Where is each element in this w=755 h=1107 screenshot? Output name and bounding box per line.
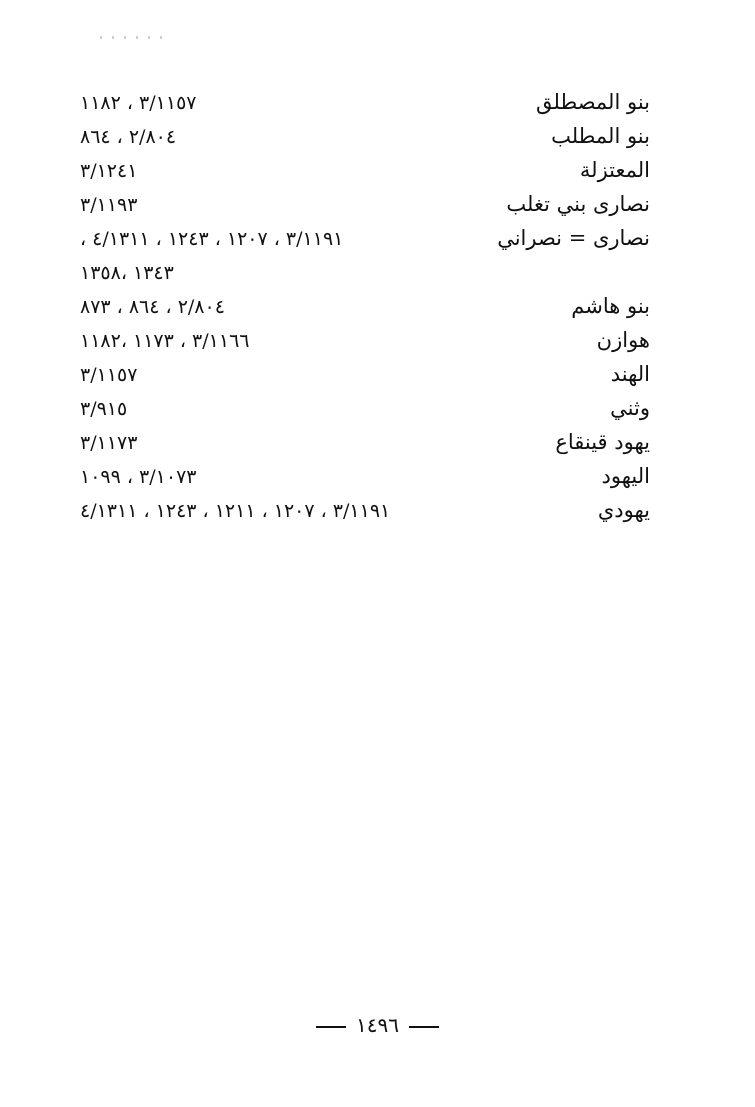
index-term: بنو هاشم: [571, 294, 650, 318]
index-refs: ٣/٩١٥: [80, 398, 128, 420]
index-entry: [70, 358, 650, 392]
index-refs: ١٣٤٣ ،١٣٥٨: [80, 262, 174, 284]
index-entry: [70, 120, 650, 154]
index-refs: ٣/١١٩٣: [80, 194, 138, 216]
index-refs: ٢/٨٠٤ ، ٨٦٤ ، ٨٧٣: [80, 296, 225, 318]
index-entry: [70, 392, 650, 426]
index-term: اليهود: [601, 464, 650, 488]
index-refs: ٣/١١٦٦ ، ١١٧٣ ،١١٨٢: [80, 330, 250, 352]
page-number-text: ١٤٩٦: [356, 1013, 399, 1037]
index-term: نصارى = نصراني: [497, 226, 650, 250]
index-entry: [70, 290, 650, 324]
index-entry: [70, 324, 650, 358]
index-refs: ٣/١٠٧٣ ، ١٠٩٩: [80, 466, 197, 488]
index-entry: [70, 86, 650, 120]
index-list: [70, 86, 650, 528]
index-term: نصارى بني تغلب: [506, 192, 650, 216]
index-refs: ٣/١١٩١ ، ١٢٠٧ ، ١٢٤٣ ، ٤/١٣١١ ،: [80, 228, 344, 250]
index-entry: [70, 222, 650, 256]
index-term: يهود قينقاع: [555, 430, 650, 454]
index-refs: ٢/٨٠٤ ، ٨٦٤: [80, 126, 177, 148]
index-term: بنو المصطلق: [536, 90, 650, 114]
index-entry: [70, 188, 650, 222]
index-entry-continuation: [70, 256, 650, 290]
index-refs: ٣/١١٥٧ ، ١١٨٢: [80, 92, 197, 114]
index-term: وثني: [610, 396, 650, 420]
index-term: الهند: [610, 362, 650, 386]
index-term: يهودي: [597, 498, 650, 522]
index-term: بنو المطلب: [551, 124, 650, 148]
index-refs: ٣/١١٧٣: [80, 432, 138, 454]
page-number: [0, 1013, 755, 1037]
index-entry: [70, 460, 650, 494]
index-entry: [70, 154, 650, 188]
dash-left: [409, 1026, 439, 1028]
scan-speck: [100, 36, 170, 39]
index-refs: ٣/١١٥٧: [80, 364, 138, 386]
dash-right: [316, 1026, 346, 1028]
index-term: المعتزلة: [579, 158, 650, 182]
index-refs: ٣/١٢٤١: [80, 160, 138, 182]
index-term: هوازن: [596, 328, 650, 352]
index-entry: [70, 494, 650, 528]
index-entry: [70, 426, 650, 460]
index-refs: ٣/١١٩١ ، ١٢٠٧ ، ١٢١١ ، ١٢٤٣ ، ٤/١٣١١: [80, 500, 391, 522]
